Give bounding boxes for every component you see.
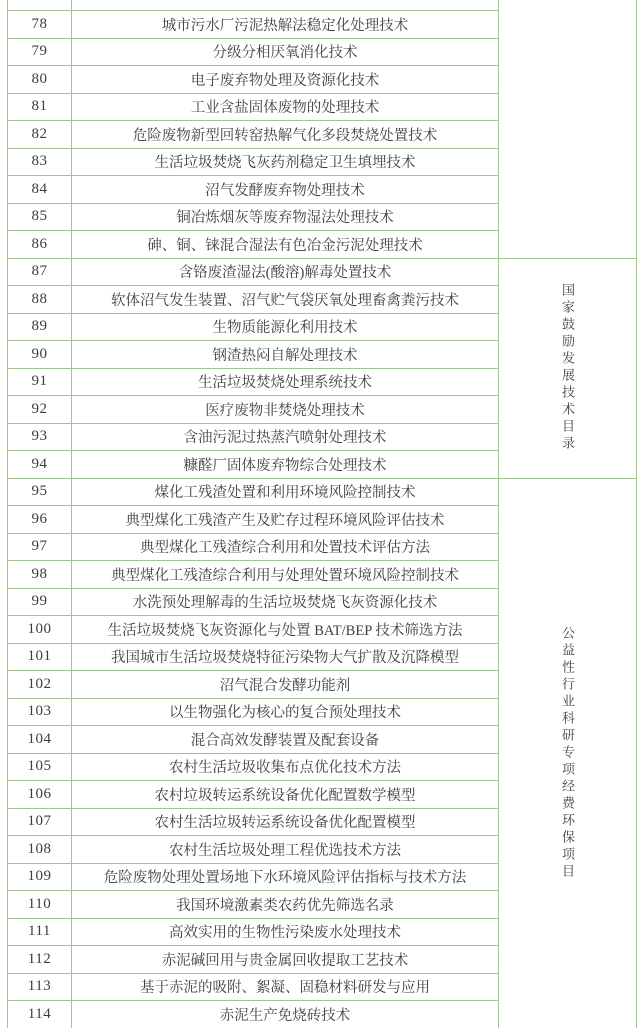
row-name: 水洗预处理解毒的生活垃圾焚烧飞灰资源化技术 <box>72 589 499 617</box>
row-number: 82 <box>8 121 72 149</box>
row-name: 医疗废物非焚烧处理技术 <box>72 396 499 424</box>
technology-table <box>7 0 637 1028</box>
row-name: 分级分相厌氧消化技术 <box>72 39 499 67</box>
row-number: 81 <box>8 94 72 122</box>
category-label: 公益性行业科研专项经费环保项目 <box>560 625 575 881</box>
row-number: 114 <box>8 1001 72 1028</box>
row-name: 铜冶炼烟灰等废弃物湿法处理技术 <box>72 204 499 232</box>
row-name: 危险废物处理处置场地下水环境风险评估指标与技术方法 <box>72 864 499 892</box>
row-number: 93 <box>8 424 72 452</box>
row-number: 94 <box>8 451 72 479</box>
row-name: 电子废弃物处理及资源化技术 <box>72 66 499 94</box>
row-number: 79 <box>8 39 72 67</box>
row-number: 88 <box>8 286 72 314</box>
row-number: 90 <box>8 341 72 369</box>
row-number: 103 <box>8 699 72 727</box>
row-number: 113 <box>8 974 72 1002</box>
row-number: 89 <box>8 314 72 342</box>
row-name: 沼气混合发酵功能剂 <box>72 671 499 699</box>
row-name: 农村生活垃圾处理工程优选技术方法 <box>72 836 499 864</box>
row-name: 糠醛厂固体废弃物综合处理技术 <box>72 451 499 479</box>
row-name: 沼气发酵废弃物处理技术 <box>72 176 499 204</box>
row-name: 农村生活垃圾转运系统设备优化配置模型 <box>72 809 499 837</box>
row-number: 97 <box>8 534 72 562</box>
row-number: 105 <box>8 754 72 782</box>
row-number: 78 <box>8 11 72 39</box>
row-number: 101 <box>8 644 72 672</box>
row-number: 107 <box>8 809 72 837</box>
category-label: 国家鼓励发展技术目录 <box>560 283 575 453</box>
row-name: 砷、铜、铼混合湿法有色冶金污泥处理技术 <box>72 231 499 259</box>
row-name: 赤泥碱回用与贵金属回收提取工艺技术 <box>72 946 499 974</box>
row-number: 104 <box>8 726 72 754</box>
row-name: 农村垃圾转运系统设备优化配置数学模型 <box>72 781 499 809</box>
row-name: 我国城市生活垃圾焚烧特征污染物大气扩散及沉降模型 <box>72 644 499 672</box>
partial-row-number-cell <box>8 0 72 11</box>
row-name: 软体沼气发生装置、沼气贮气袋厌氧处理畜禽粪污技术 <box>72 286 499 314</box>
row-name: 基于赤泥的吸附、絮凝、固稳材料研发与应用 <box>72 974 499 1002</box>
row-name: 煤化工残渣处置和利用环境风险控制技术 <box>72 479 499 507</box>
row-name: 生活垃圾焚烧处理系统技术 <box>72 369 499 397</box>
row-name: 混合高效发酵装置及配套设备 <box>72 726 499 754</box>
row-name: 含油污泥过热蒸汽喷射处理技术 <box>72 424 499 452</box>
row-name: 生物质能源化利用技术 <box>72 314 499 342</box>
row-name: 典型煤化工残渣产生及贮存过程环境风险评估技术 <box>72 506 499 534</box>
row-number: 111 <box>8 919 72 947</box>
row-number: 83 <box>8 149 72 177</box>
row-number: 96 <box>8 506 72 534</box>
row-number: 98 <box>8 561 72 589</box>
row-name: 赤泥生产免烧砖技术 <box>72 1001 499 1028</box>
row-name: 生活垃圾焚烧飞灰药剂稳定卫生填埋技术 <box>72 149 499 177</box>
row-number: 87 <box>8 259 72 287</box>
row-name: 以生物强化为核心的复合预处理技术 <box>72 699 499 727</box>
row-name: 工业含盐固体废物的处理技术 <box>72 94 499 122</box>
row-number: 110 <box>8 891 72 919</box>
row-number: 86 <box>8 231 72 259</box>
row-number: 91 <box>8 369 72 397</box>
row-name: 钢渣热闷自解处理技术 <box>72 341 499 369</box>
row-number: 109 <box>8 864 72 892</box>
row-number: 102 <box>8 671 72 699</box>
category-cell <box>499 479 637 1028</box>
category-cell <box>499 259 637 479</box>
row-number: 92 <box>8 396 72 424</box>
row-number: 84 <box>8 176 72 204</box>
row-name: 我国环境激素类农药优先筛选名录 <box>72 891 499 919</box>
row-name: 含铬废渣湿法(酸溶)解毒处置技术 <box>72 259 499 287</box>
row-name: 危险废物新型回转窑热解气化多段焚烧处置技术 <box>72 121 499 149</box>
row-name: 城市污水厂污泥热解法稳定化处理技术 <box>72 11 499 39</box>
row-number: 80 <box>8 66 72 94</box>
row-number: 85 <box>8 204 72 232</box>
row-number: 95 <box>8 479 72 507</box>
row-number: 106 <box>8 781 72 809</box>
partial-row-name-cell <box>72 0 499 11</box>
row-number: 100 <box>8 616 72 644</box>
row-number: 99 <box>8 589 72 617</box>
row-name: 典型煤化工残渣综合利用和处置技术评估方法 <box>72 534 499 562</box>
category-cell <box>499 0 637 259</box>
row-name: 典型煤化工残渣综合利用与处理处置环境风险控制技术 <box>72 561 499 589</box>
row-number: 108 <box>8 836 72 864</box>
row-name: 高效实用的生物性污染废水处理技术 <box>72 919 499 947</box>
row-number: 112 <box>8 946 72 974</box>
row-name: 农村生活垃圾收集布点优化技术方法 <box>72 754 499 782</box>
row-name: 生活垃圾焚烧飞灰资源化与处置 BAT/BEP 技术筛选方法 <box>72 616 499 644</box>
